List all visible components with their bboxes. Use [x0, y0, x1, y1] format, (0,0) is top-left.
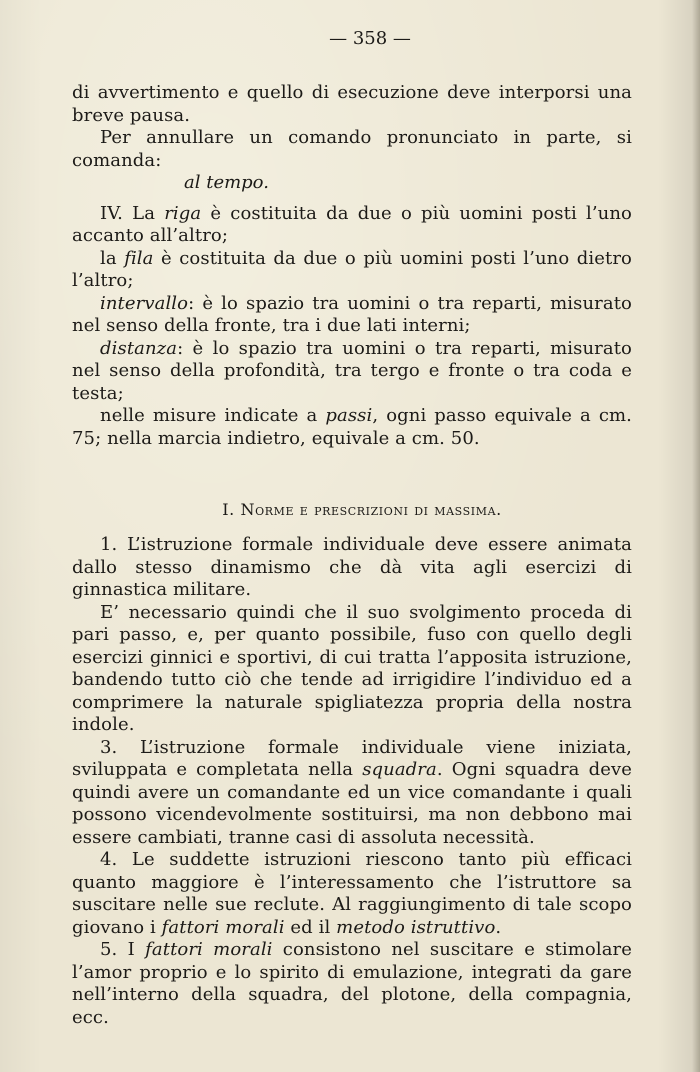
text-run: : è lo spazio tra uomini o tra reparti, misurato nel senso della profondità, tra tergo e fronte o tra coda e testa; [72, 337, 632, 404]
paragraph-5 [72, 939, 632, 1029]
paragraph-riga [72, 203, 632, 248]
text-run: è costituita da due o più uomini posti l’uno accanto all’altro; [72, 202, 632, 246]
term-metodo-istruttivo: metodo istruttivo [336, 916, 496, 938]
paragraph-4 [72, 849, 632, 939]
paragraph-1: 1. L’istruzione formale individuale deve essere animata dallo stesso dinamismo che dà vita agli esercizi di ginnastica militare. [72, 534, 632, 600]
paragraph-intervallo [72, 293, 632, 338]
paragraph-passi [72, 405, 632, 450]
term-fattori-morali: fattori morali [161, 916, 285, 938]
term-passi: passi [325, 405, 373, 426]
paragraph-3 [72, 737, 632, 850]
text-run: consistono nel suscitare e stimolare l’amor proprio e lo spirito di emulazione, integrati da gare nell’interno della squadra, del plotone, della compagnia, ecc. [72, 939, 632, 1028]
text-run: . [495, 916, 502, 938]
section-heading: I. Norme e prescrizioni di massima. [222, 500, 502, 519]
text-run: IV. La [100, 202, 165, 224]
text-run: 3. L’istruzione formale individuale viene iniziata, sviluppata e completata nella [72, 736, 632, 780]
term-squadra: squadra [362, 759, 437, 780]
text-run: : è lo spazio tra uomini o tra reparti, misurato nel senso della fronte, tra i due lati interni; [72, 292, 632, 336]
book-page [72, 26, 632, 1029]
paragraph-cancel-command: Per annullare un comando pronunciato in parte, si comanda: [72, 127, 632, 171]
text-run: 4. Le suddette istruzioni riescono tanto più efficaci quanto maggiore è l’interessamento che l’istruttore sa suscitare nelle sue reclute. Al raggiungimento di tale scopo giovano i [72, 849, 632, 938]
term-fila: fila [124, 247, 154, 269]
text-run: . Ogni squadra deve quindi avere un comandante ed un vice comandante i quali possono vicendevolmente sostituirsi, ma non debbono mai essere cambiati, tranne casi di assoluta necessità. [72, 759, 632, 848]
page-number: — 358 — [329, 28, 411, 49]
paragraph-continuation: di avvertimento e quello di esecuzione deve interporsi una breve pausa. [72, 82, 632, 126]
term-fattori-morali: fattori morali [145, 939, 273, 960]
paragraph-2: E’ necessario quindi che il suo svolgimento proceda di pari passo, e, per quanto possibile, fuso con quello degli esercizi ginnici e sportivi, di cui tratta l’apposita istruzione, bandendo tutto ciò che tende ad irrigidire l’individuo ed a comprimere la naturale spigliatezza propria della nostra indole. [72, 601, 632, 735]
text-run: la [100, 247, 125, 269]
text-run: ed il [284, 916, 337, 938]
term-distanza: distanza [100, 337, 178, 359]
command-al-tempo: al tempo. [184, 172, 269, 193]
text-run: nelle misure indicate a [100, 405, 326, 426]
paragraph-distanza [72, 338, 632, 406]
term-riga: riga [164, 202, 202, 224]
paragraph-fila [72, 248, 632, 293]
text-run: 5. I [100, 939, 146, 960]
term-intervallo: intervallo [100, 292, 189, 314]
text-run: , ogni passo equivale a cm. 75; nella marcia indietro, equivale a cm. 50. [72, 405, 632, 449]
page-edge-shadow [692, 0, 700, 1072]
text-run: è costituita da due o più uomini posti l’uno dietro l’altro; [72, 247, 632, 291]
